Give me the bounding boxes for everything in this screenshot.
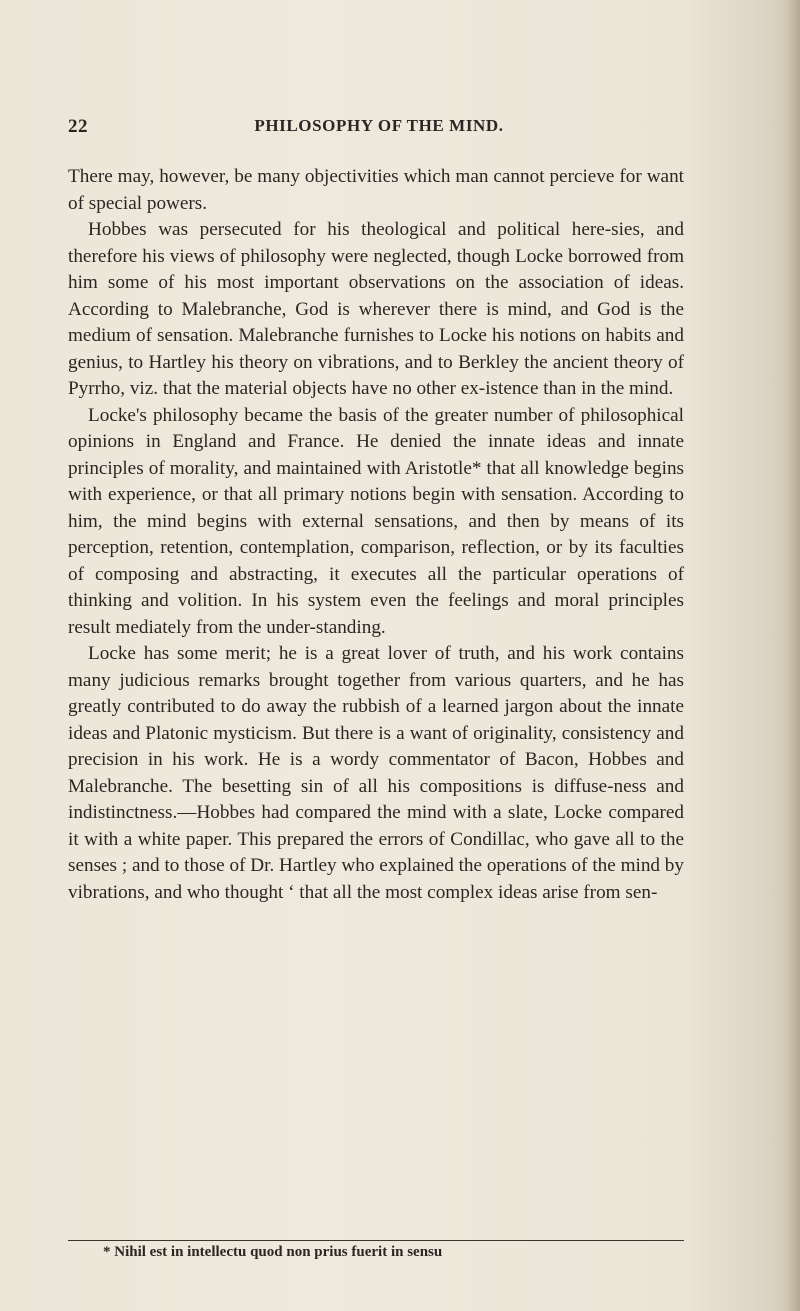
page-edge-shadow [786,0,800,1311]
footnote: * Nihil est in intellectu quod non prius fuerit in sensu [103,1244,443,1260]
body-text [68,164,684,906]
page-number: 22 [68,116,88,137]
paragraph-3: Locke's philosophy became the basis of the greater number of philosophical opinions in England and France. He denied the innate ideas and innate principles of morality, and maintained with Aristotle* that all knowledge begins with experience, or that all primary notions begin with sensation. According to him, the mind begins with external sensations, and then by means of its perception, retention, contemplation, comparison, reflection, or by its faculties of composing and abstracting, it executes all the particular operations of thinking and volition. In his system even the feelings and moral principles result mediately from the under-standing. [68,404,684,638]
paragraph-4: Locke has some merit; he is a great lover of truth, and his work contains many judicious remarks brought together from various quarters, and he has greatly contributed to do away the rubbish of a learned jargon about the innate ideas and Platonic mysticism. But there is a want of originality, consistency and precision in his work. He is a wordy commentator of Bacon, Hobbes and Malebranche. The besetting sin of all his compositions is diffuse-ness and indistinctness.—Hobbes had compared the mind with a slate, Locke compared it with a white paper. This prepared the errors of Condillac, who gave all to the senses ; and to those of Dr. Hartley who explained the operations of the mind by vibrations, and who thought ‘ that all the most complex ideas arise from sen- [68,643,684,903]
footnote-rule [68,1240,684,1241]
paragraph-2: Hobbes was persecuted for his theological and political here-sies, and therefore his views of philosophy were neglected, though Locke borrowed from him some of his most important observations on the association of ideas. According to Malebranche, God is wherever there is mind, and God is the medium of sensation. Malebranche furnishes to Locke his notions on habits and genius, to Hartley his theory on vibrations, and to Berkley the ancient theory of Pyrrho, viz. that the material objects have no other ex-istence than in the mind. [68,219,684,399]
running-head: PHILOSOPHY OF THE MIND. [254,116,504,135]
paragraph-1: There may, however, be many objectivities which man cannot percieve for want of special powers. [68,166,684,214]
page-header [68,116,688,140]
